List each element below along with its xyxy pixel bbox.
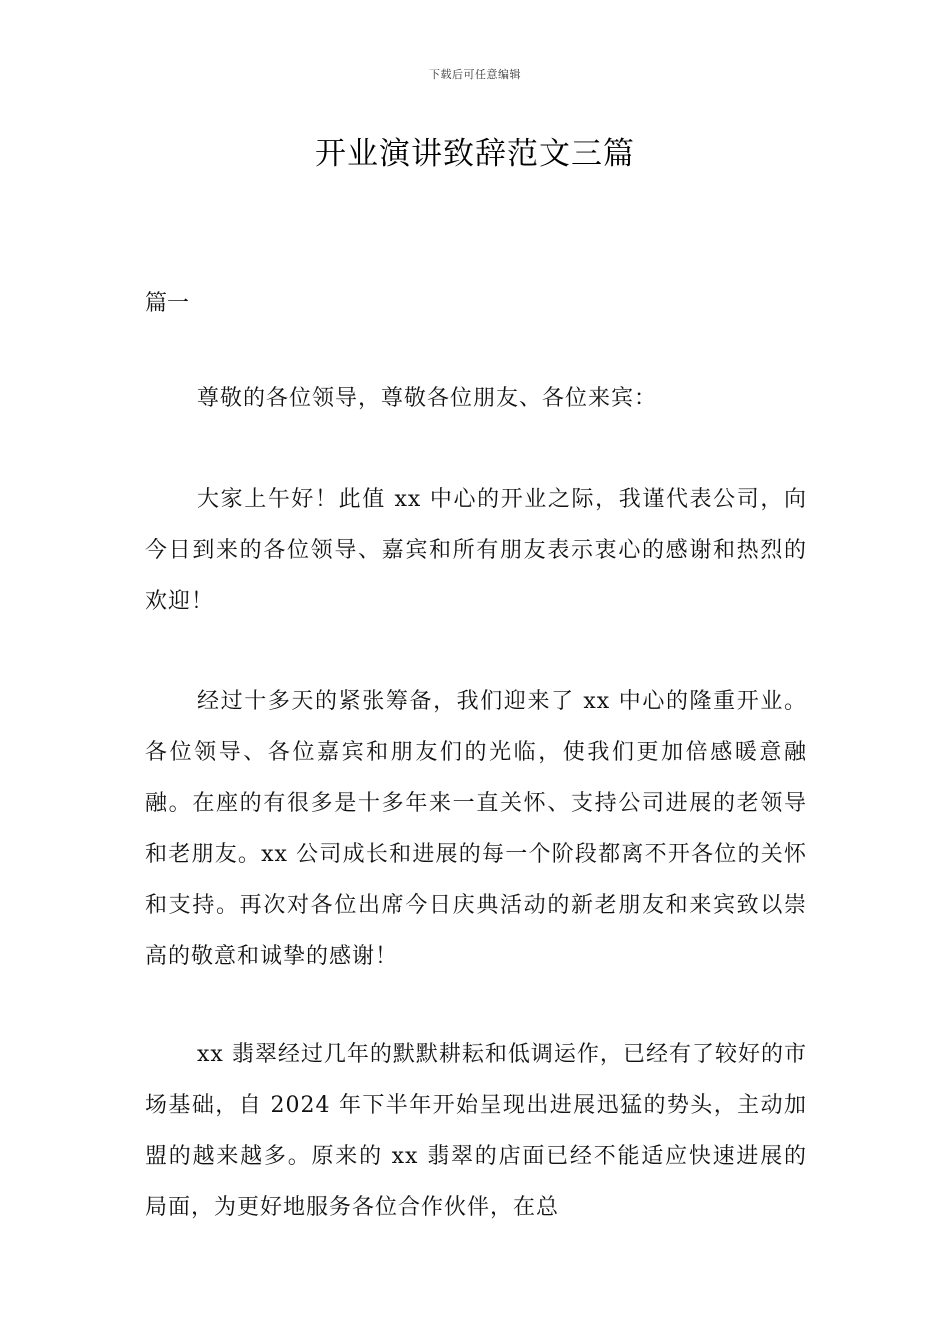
paragraph-welcome: 大家上午好！此值 xx 中心的开业之际，我谨代表公司，向今日到来的各位领导、嘉宾和所有朋友表示衷心的感谢和热烈的欢迎！: [145, 487, 807, 614]
section-label: 篇一: [145, 291, 190, 316]
paragraph-greeting: 尊敬的各位领导，尊敬各位朋友、各位来宾：: [197, 386, 658, 411]
header-note: 下载后可任意编辑: [429, 68, 521, 81]
paragraph-development: xx 翡翠经过几年的默默耕耘和低调运作，已经有了较好的市场基础，自 2024 年下半年开始呈现出进展迅猛的势头，主动加盟的越来越多。原来的 xx 翡翠的店面已经不能适应快速进展的局面，为更好地服务各位合作伙伴，在总: [145, 1042, 807, 1220]
document-title: 开业演讲致辞范文三篇: [315, 136, 635, 172]
paragraph-thanks: 经过十多天的紧张筹备，我们迎来了 xx 中心的隆重开业。各位领导、各位嘉宾和朋友们的光临，使我们更加倍感暖意融融。在座的有很多是十多年来一直关怀、支持公司进展的老领导和老朋友。xx 公司成长和进展的每一个阶段都离不开各位的关怀和支持。再次对各位出席今日庆典活动的新老朋友和来宾致以崇高的敬意和诚挚的感谢！: [145, 689, 807, 969]
